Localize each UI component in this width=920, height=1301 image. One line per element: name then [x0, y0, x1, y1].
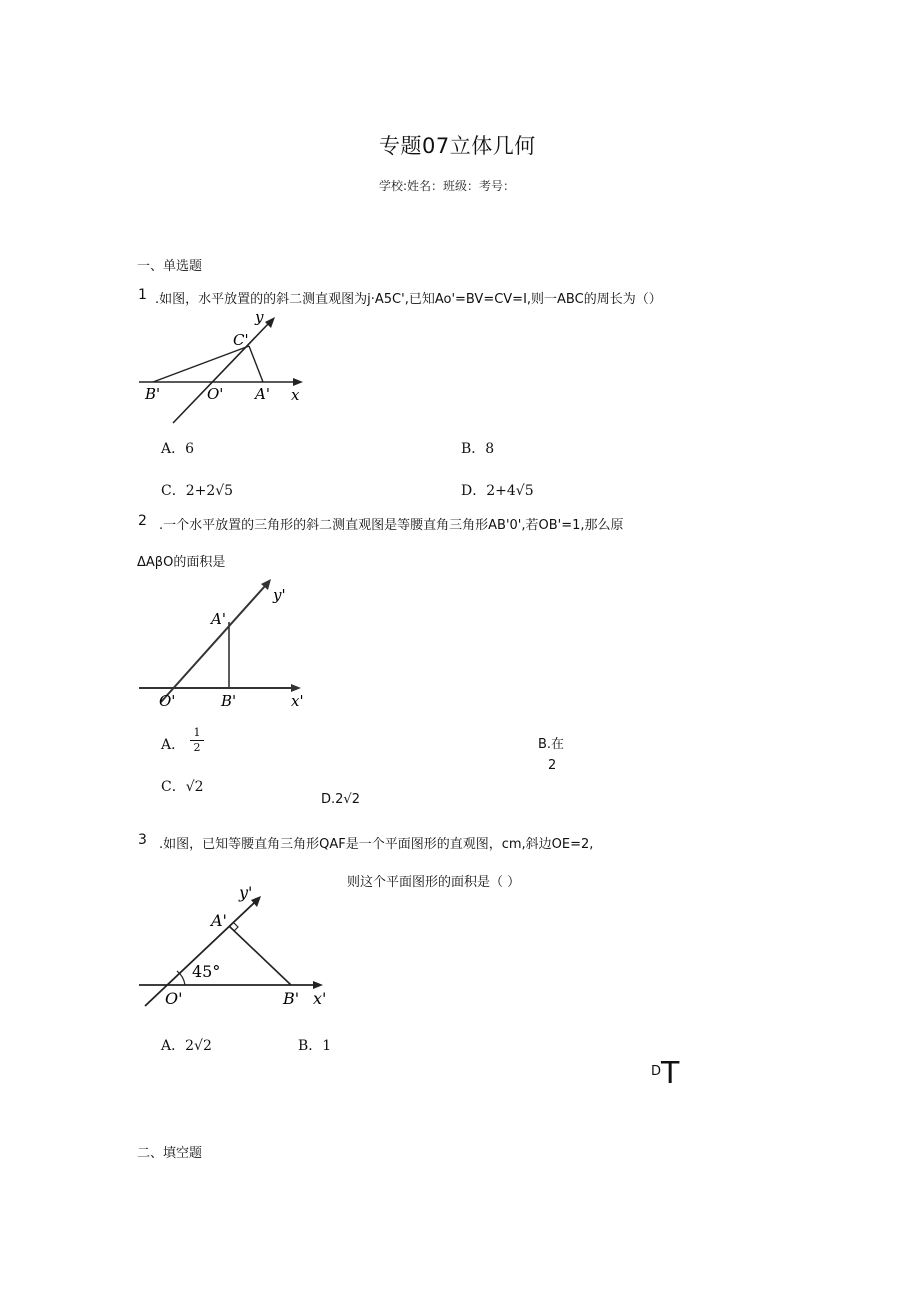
student-info-line: 学校:姓名：班级：考号：: [379, 179, 516, 193]
label-a: A': [211, 610, 226, 628]
label-x: x': [291, 692, 304, 710]
y-axis: [145, 902, 255, 1006]
question-number: 1: [138, 287, 147, 303]
option-a[interactable]: A．6: [161, 441, 195, 457]
label-y: y': [239, 883, 253, 902]
x-axis-arrow: [313, 981, 323, 989]
section-heading-single-choice: 一、单选题: [137, 259, 203, 274]
question-2-figure: [135, 570, 320, 715]
label-c: C': [233, 331, 249, 349]
label-a: A': [255, 385, 270, 403]
option-a-fraction[interactable]: [190, 727, 204, 754]
label-x: x: [291, 386, 300, 404]
label-b: B': [221, 692, 237, 710]
page-title: 专题07立体几何: [379, 134, 536, 158]
option-b[interactable]: B．1: [298, 1038, 332, 1054]
option-d[interactable]: D.2√2: [321, 792, 360, 807]
label-b: B': [283, 989, 300, 1008]
segment-bc: [153, 346, 249, 382]
question-1-text: .如图，水平放置的的斜二测直观图为j·A5C',已知Ao'=BV=CV=I,则一ABC的周长为（）: [155, 292, 662, 307]
question-2-text: .一个水平放置的三角形的斜二测直观图是等腰直角三角形AB'0',若OB'=1,那么原: [159, 518, 624, 533]
label-o: O': [165, 989, 183, 1008]
segment-ca: [249, 346, 263, 382]
option-d-label[interactable]: D: [651, 1064, 662, 1079]
segment-ab: [229, 926, 291, 985]
x-axis-arrow: [293, 378, 303, 386]
y-axis: [161, 586, 265, 702]
label-x: x': [313, 989, 327, 1008]
question-number: 3: [138, 832, 147, 848]
question-3-text: .如图，已知等腰直角三角形QAF是一个平面图形的直观图，cm,斜边OE=2,: [159, 837, 594, 852]
option-a-label[interactable]: A．: [161, 737, 186, 753]
y-axis: [173, 323, 269, 423]
question-number: 2: [138, 513, 147, 529]
label-a: A': [211, 911, 227, 930]
label-o: O': [207, 385, 224, 403]
option-c[interactable]: C．2+2√5: [161, 483, 234, 499]
option-d-value: T: [661, 1056, 680, 1091]
section-heading-fill-blank: 二、填空题: [137, 1146, 203, 1161]
option-a[interactable]: A．2√2: [161, 1038, 212, 1054]
label-b: B': [145, 385, 161, 403]
label-angle: 45°: [192, 962, 221, 981]
option-b[interactable]: B．8: [461, 441, 495, 457]
x-axis-arrow: [291, 684, 301, 692]
question-1-figure: [135, 305, 320, 430]
label-o: O': [159, 692, 176, 710]
fraction-denominator: 2: [193, 741, 201, 754]
option-c[interactable]: C．√2: [161, 779, 204, 795]
fraction-numerator: 1: [193, 726, 201, 739]
label-y: y': [273, 586, 286, 604]
question-2-text-continued: ΔAβO的面积是: [137, 555, 226, 570]
question-3-text-continued: 则这个平面图形的面积是（ ）: [347, 875, 521, 890]
label-y: y: [255, 308, 264, 326]
question-3-figure: [135, 880, 335, 1015]
option-d[interactable]: D．2+4√5: [461, 483, 534, 499]
option-b-denominator: 2: [548, 758, 557, 773]
option-b[interactable]: B.在: [538, 737, 565, 752]
